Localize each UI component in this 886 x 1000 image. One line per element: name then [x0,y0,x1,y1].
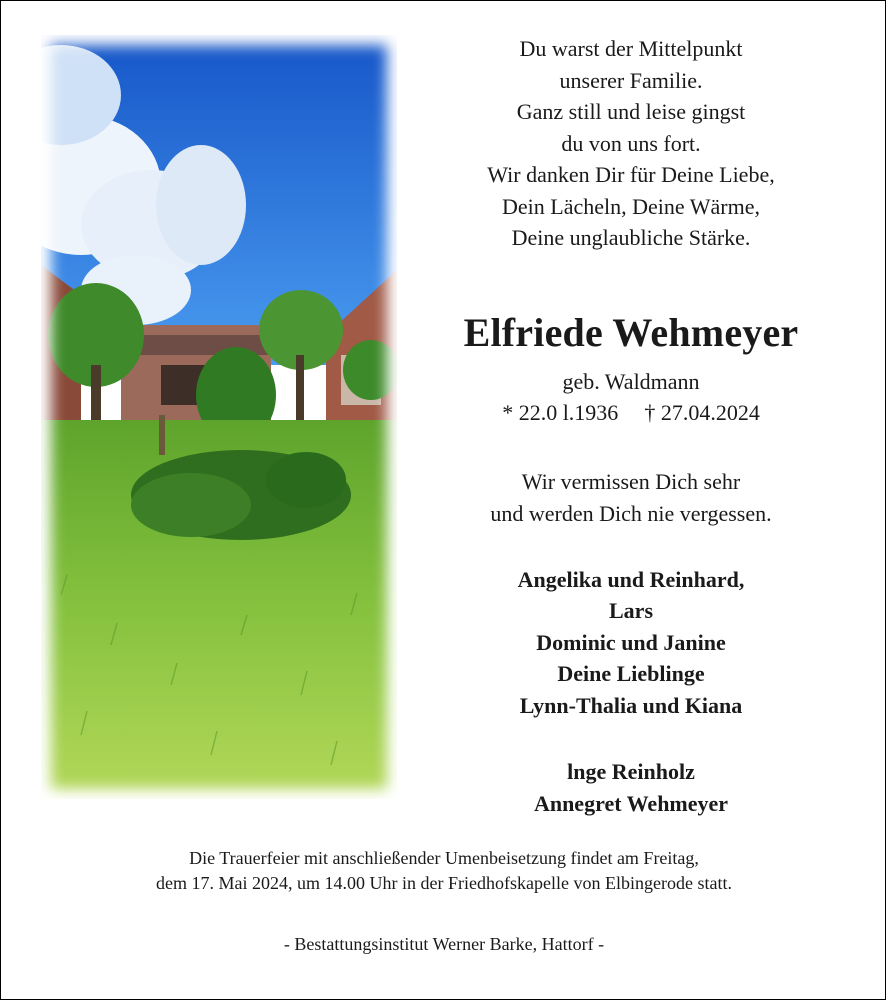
poem-line: Dein Lächeln, Deine Wärme, [502,193,760,219]
death-date: † 27.04.2024 [644,399,760,425]
life-dates [421,397,841,428]
birth-name: geb. Waldmann [562,368,700,394]
family-mourners [421,564,841,722]
birth-date: * 22.0 l.1936 [502,399,619,425]
ceremony-line: dem 17. Mai 2024, um 14.00 Uhr in der Friedhofskapelle von Elbingerode statt. [156,873,732,893]
garden-photo [41,35,397,799]
footer [1,846,886,956]
undertaker: - Bestattungsinstitut Werner Barke, Hattorf - [283,934,605,954]
poem [421,33,841,254]
poem-line: Deine unglaubliche Stärke. [511,225,751,250]
other-mourners [421,756,841,819]
deceased-name: Elfriede Wehmeyer [463,309,799,355]
mourner-line: Dominic und Janine [536,629,726,655]
mourner-line: Annegret Wehmeyer [533,790,729,816]
farewell-message [421,466,841,530]
mourner-line: lnge Reinholz [567,759,695,784]
mourner-line: Lars [609,598,653,623]
mourner-line: Lynn-Thalia und Kiana [519,692,743,718]
poem-line: du von uns fort. [561,130,701,156]
text-column [421,29,841,819]
message-line: und werden Dich nie vergessen. [490,500,772,526]
mourner-line: Angelika und Reinhard, [517,566,745,592]
ceremony-info [1,846,886,896]
poem-line: Wir danken Dir für Deine Liebe, [487,162,775,187]
message-line: Wir vermissen Dich sehr [521,468,741,494]
poem-line: unserer Familie. [559,67,703,93]
ceremony-line: Die Trauerfeier mit anschließender Umenbeisetzung findet am Freitag, [189,848,699,868]
poem-line: Ganz still und leise gingst [516,99,746,124]
mourner-line: Deine Lieblinge [557,661,705,686]
poem-line: Du warst der Mittelpunkt [519,36,743,61]
